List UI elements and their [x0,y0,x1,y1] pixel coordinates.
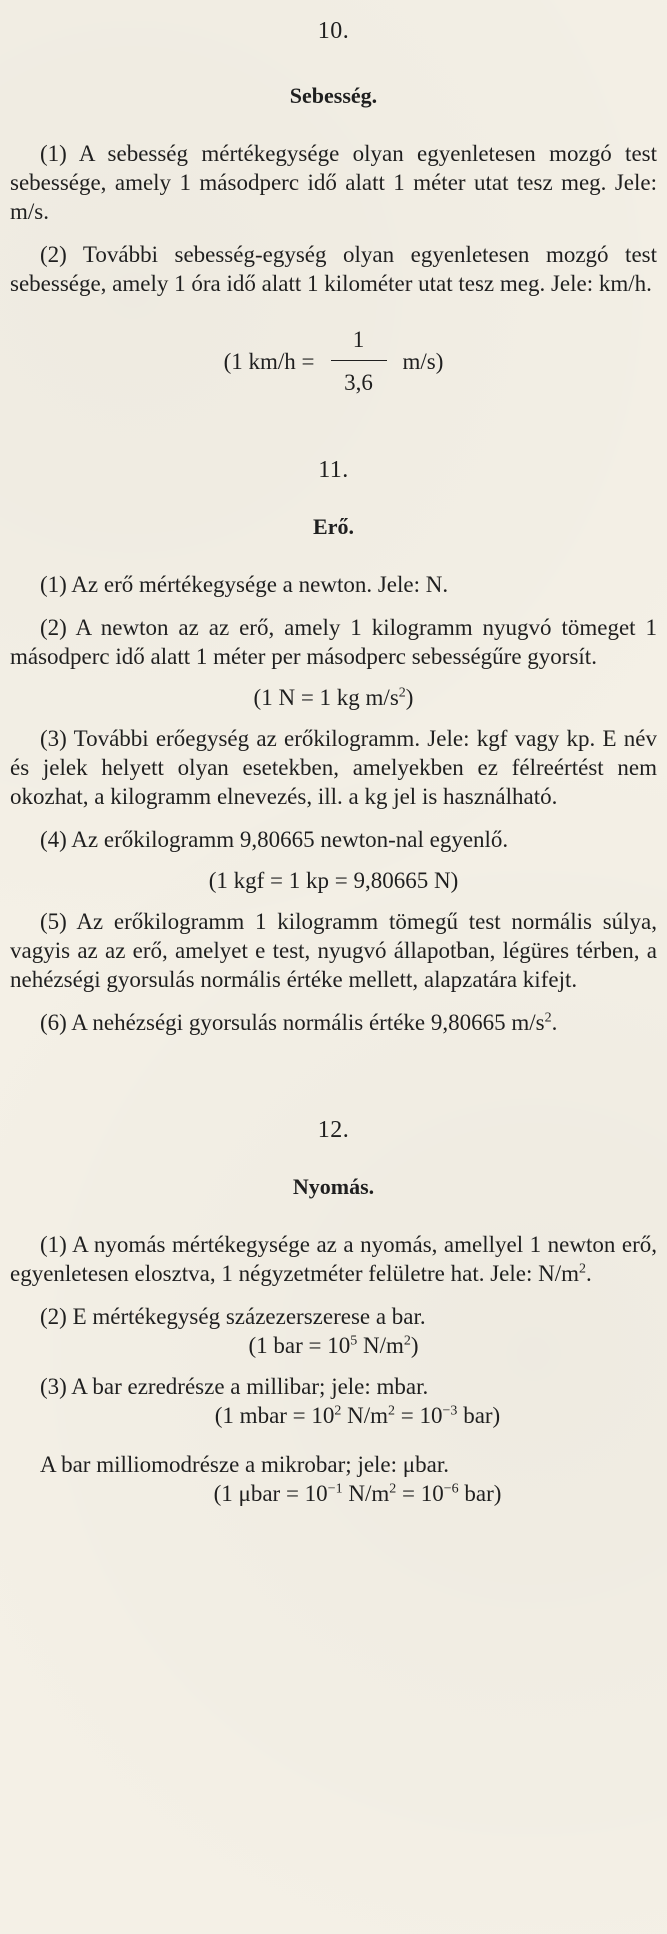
paragraph: (1) Az erő mértékegysége a newton. Jele: N. [40,572,449,597]
paragraph: (1) A sebesség mértékegysége olyan egyenletesen mozgó test sebessége, amely 1 másodperc idő alatt 1 méter utat tesz meg. Jele: m/s. [10,141,657,224]
fraction [331,326,387,397]
fraction-bar [331,360,387,361]
paragraph: A bar milliomodrésze a mikrobar; jele: μbar. [40,1452,449,1477]
section-12 [10,1117,657,1508]
section-number: 12. [317,1117,350,1143]
section-number: 11. [318,457,349,483]
paragraph: (1) A nyomás mértékegysége az a nyomás, amellyel 1 newton erő, egyenletesen elosztva, 1 négyzetméter felületre hat. Jele: $N/m^2$. [10,1232,657,1286]
formula-bar: (1 bar = $10^5$ $N/m^2$) [248,1333,419,1358]
formula-kgf: (1 kgf = 1 kp = 9,80665 N) [208,868,459,893]
paragraph: (6) A nehézségi gyorsulás normális értéke 9,80665 $m/s^2$. [40,1010,558,1035]
formula-newton: (1 N = 1 kg $m/s^2$) [253,685,414,710]
section-number: 10. [317,18,350,44]
fraction-numerator: 1 [352,327,365,352]
formula-left: (1 km/h = [223,348,315,374]
paragraph: (5) Az erőkilogramm 1 kilogramm tömegű test normális súlya, vagyis az az erő, amelyet e test, nyugvó állapotban, légüres térben, a nehézségi gyorsulás normális értéke mellett, alapzatára kifejt. [10,909,657,992]
paragraph: (4) Az erőkilogramm 9,80665 newton-nal egyenlő. [40,827,509,852]
section-title: Erő. [313,514,354,539]
paragraph: (3) További erőegység az erőkilogramm. Jele: kgf vagy kp. E név és jelek helyett olyan esetekben, amelyekben ez félreértést nem okozhat, a kilogramm elnevezés, ill. a kg jel is használható. [10,726,657,809]
fraction-denominator: 3,6 [344,370,373,395]
paragraph: (2) E mértékegység százezerszerese a bar. [40,1304,426,1329]
section-11 [10,457,657,1037]
section-10 [10,18,657,397]
section-title: Sebesség. [289,83,378,108]
formula-ubar: (1 $\mu bar = 10^{-1}$ $N/m^2 = 10^{-6}$ bar) [213,1481,502,1506]
section-title: Nyomás. [292,1174,375,1199]
paragraph: (2) A newton az az erő, amely 1 kilogramm nyugvó tömeget 1 másodperc idő alatt 1 méter per másodperc sebességűre gyorsít. [10,615,657,669]
formula-kmh [10,326,657,397]
formula-right: m/s) [402,348,444,374]
paragraph: (3) A bar ezredrésze a millibar; jele: mbar. [40,1374,429,1399]
formula-mbar: (1 mbar = $10^2$ $N/m^2 = 10^{-3}$ bar) [214,1403,501,1428]
paragraph: (2) További sebesség-egység olyan egyenletesen mozgó test sebessége, amely 1 óra idő alatt 1 kilométer utat tesz meg. Jele: km/h. [10,242,657,296]
